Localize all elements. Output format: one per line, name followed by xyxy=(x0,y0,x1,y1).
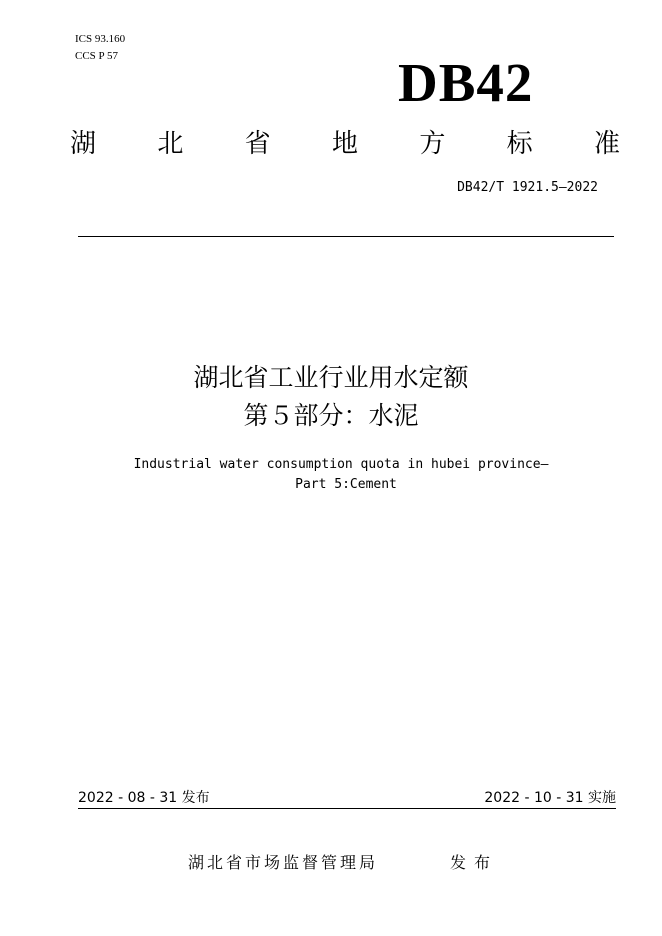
header-divider xyxy=(78,236,614,237)
issue-label: 发布 xyxy=(450,853,499,872)
standard-type-char: 地 xyxy=(331,129,358,159)
standard-type-char: 准 xyxy=(593,129,620,159)
footer-divider xyxy=(78,808,616,809)
standard-type-char: 方 xyxy=(419,129,446,159)
ics-code: ICS 93.160 xyxy=(75,33,126,45)
standard-type-char: 北 xyxy=(157,129,184,159)
standard-type-char: 标 xyxy=(506,129,533,159)
publish-date: 2022 - 08 - 31 发布 xyxy=(78,790,210,806)
effective-date: 2022 - 10 - 31 实施 xyxy=(484,790,616,806)
issuing-authority: 湖北省市场监督管理局 xyxy=(188,853,379,872)
standard-number: DB42/T 1921.5—2022 xyxy=(457,180,598,195)
db42-logo: DB42 xyxy=(398,52,534,113)
english-title-line-1: Industrial water consumption quota in hubei province— xyxy=(133,457,549,472)
standard-type-heading xyxy=(70,128,620,160)
ccs-code: CCS P 57 xyxy=(75,50,119,62)
document-part-title: 第５部分：水泥 xyxy=(243,401,419,430)
standard-type-char: 省 xyxy=(244,129,271,159)
standard-type-char: 湖 xyxy=(70,129,97,159)
english-title-line-2: Part 5:Cement xyxy=(295,477,397,492)
document-title: 湖北省工业行业用水定额 xyxy=(193,363,469,392)
